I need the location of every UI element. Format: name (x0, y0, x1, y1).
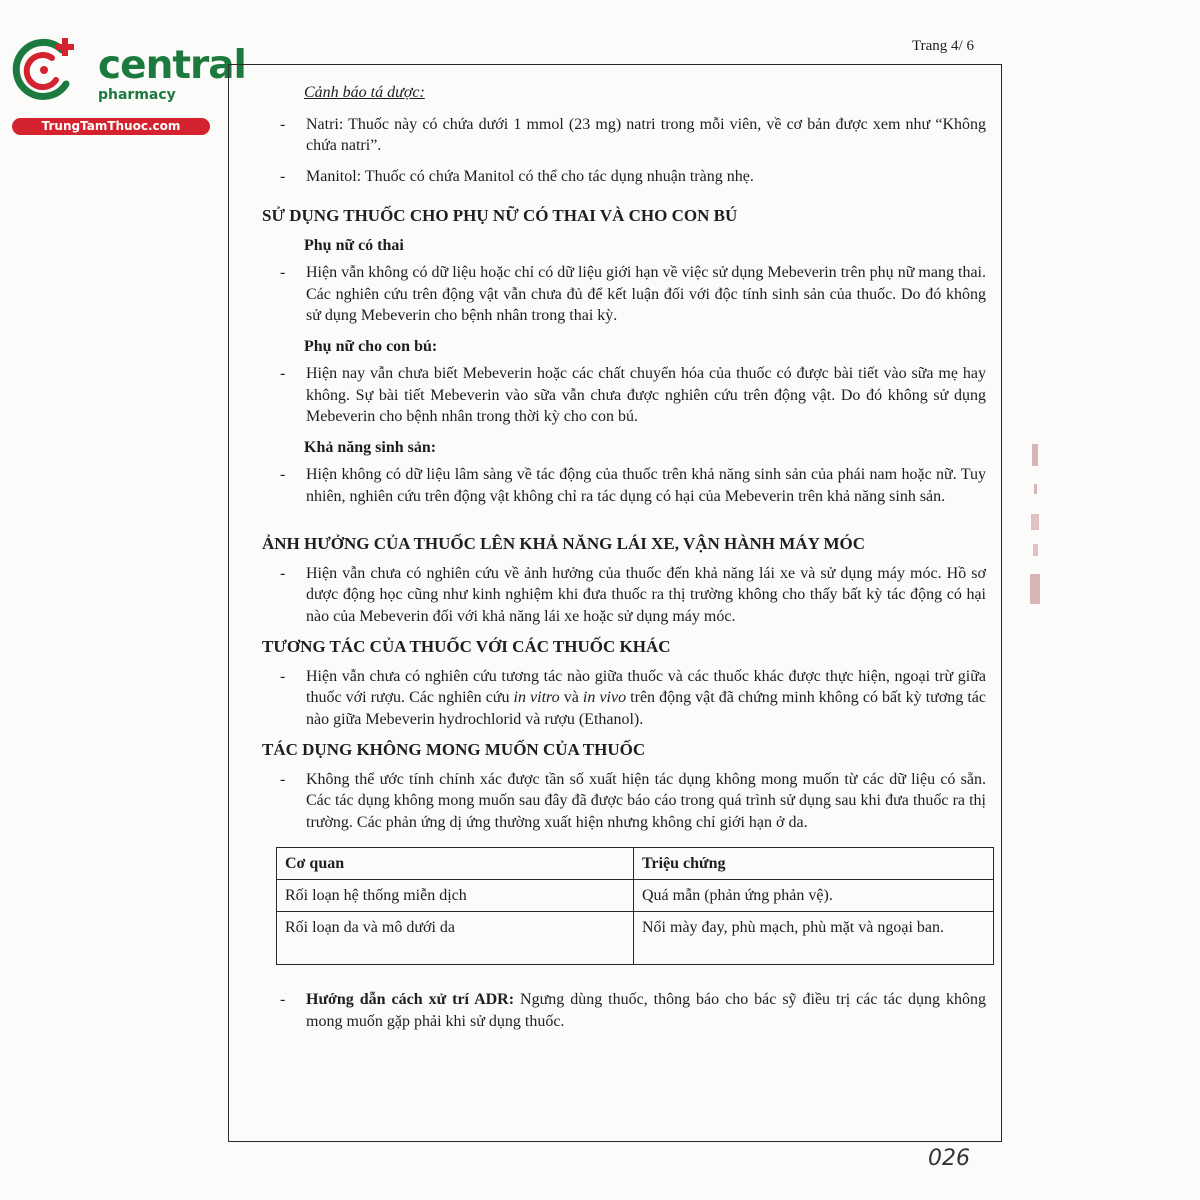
lactation-text: - Hiện nay vẫn chưa biết Mebeverin hoặc các chất chuyển hóa của thuốc có được bài tiết vào sữa mẹ hay không. Sự bài tiết Mebeverin vào sữa vẫn chưa được nghiên cứu trên động vật. Do đó không sử dụng Mebeverin cho bệnh nhân trong thời kỳ cho con bú. (258, 363, 986, 428)
excipient-item-mannitol: - Manitol: Thuốc có chứa Manitol có thể cho tác dụng nhuận tràng nhẹ. (258, 166, 986, 188)
interactions-text-part: trên động vật đã chứng minh không có bất kỳ tương tác nào giữa Mebeverin hydrochlorid và rượu (Ethanol). (306, 689, 986, 728)
table-row (277, 912, 994, 965)
table-cell-organ: Rối loạn da và mô dưới da (277, 912, 634, 965)
table-row (277, 880, 994, 912)
driving-text: - Hiện vẫn chưa có nghiên cứu về ảnh hưởng của thuốc đến khả năng lái xe và sử dụng máy móc. Hồ sơ dược động học cũng như kinh nghiệm khi đưa thuốc ra thị trường không cho thấy bất kỳ tác động có hại nào của Mebeverin đối với khả năng lái xe hoặc sử dụng máy móc. (258, 563, 986, 628)
adverse-effects-text: - Không thể ước tính chính xác được tần số xuất hiện tác dụng không mong muốn từ các dữ liệu có sẵn. Các tác dụng không mong muốn sau đây đã được báo cáo trong quá trình sử dụng sau khi đưa thuốc ra thị trường. Các phản ứng dị ứng thường xuất hiện nhưng không chỉ giới hạn ở da. (258, 769, 986, 834)
page-number: Trang 4/ 6 (912, 38, 974, 54)
adr-management-label: Hướng dẫn cách xử trí ADR: (306, 991, 515, 1008)
table-cell-symptom: Nổi mày đay, phù mạch, phù mặt và ngoại ban. (634, 912, 994, 965)
section-heading-pregnancy: SỬ DỤNG THUỐC CHO PHỤ NỮ CÓ THAI VÀ CHO CON BÚ (262, 206, 738, 225)
section-heading-driving: ẢNH HƯỞNG CỦA THUỐC LÊN KHẢ NĂNG LÁI XE, VẬN HÀNH MÁY MÓC (262, 534, 866, 553)
table-header-organ: Cơ quan (277, 848, 634, 880)
table-header-row (277, 848, 994, 880)
in-vivo-term: in vivo (582, 689, 627, 706)
logo-website-tag: TrungTamThuoc.com (12, 118, 210, 135)
fertility-text: - Hiện không có dữ liệu lâm sàng về tác động của thuốc trên khả năng sinh sản của phái nam hoặc nữ. Tuy nhiên, nghiên cứu trên động vật không chỉ ra tác dụng có hại của Mebeverin trên khả năng sinh sản. (258, 464, 986, 507)
logo-wordmark: central (98, 43, 246, 88)
interactions-text (258, 666, 986, 731)
adr-management-body: Ngưng dùng thuốc, thông báo cho bác sỹ điều trị các tác dụng không mong muốn gặp phải khi sử dụng thuốc. (306, 991, 986, 1030)
section-heading-interactions: TƯƠNG TÁC CỦA THUỐC VỚI CÁC THUỐC KHÁC (262, 637, 671, 656)
pharmacy-logo (10, 36, 246, 136)
subheading-fertility: Khả năng sinh sản: (304, 438, 437, 456)
table-cell-symptom: Quá mẫn (phản ứng phản vệ). (634, 880, 994, 912)
table-cell-organ: Rối loạn hệ thống miễn dịch (277, 880, 634, 912)
pregnant-text: - Hiện vẫn không có dữ liệu hoặc chỉ có dữ liệu giới hạn về việc sử dụng Mebeverin trên phụ nữ mang thai. Các nghiên cứu trên động vật vẫn chưa đủ để kết luận đối với độc tính sinh sản của thuốc. Do đó không sử dụng Mebeverin cho bệnh nhân trong thai kỳ. (258, 262, 986, 327)
logo-subtitle: pharmacy (98, 87, 176, 103)
excipient-warning-title: Cảnh báo tá dược: (304, 84, 425, 101)
subheading-pregnant: Phụ nữ có thai (304, 236, 404, 254)
interactions-text-part: Hiện vẫn chưa có nghiên cứu tương tác nào giữa thuốc và các thuốc khác được thực hiện, ngoại trừ giữa thuốc với rượu. Các nghiên cứu (306, 667, 986, 706)
document-body (258, 82, 986, 1041)
subheading-lactation: Phụ nữ cho con bú: (304, 337, 438, 355)
section-heading-adverse-effects: TÁC DỤNG KHÔNG MONG MUỐN CỦA THUỐC (262, 740, 646, 759)
logo-c-cross-icon (10, 36, 78, 104)
adverse-effects-table (276, 847, 994, 965)
excipient-item-sodium: - Natri: Thuốc này có chứa dưới 1 mmol (23 mg) natri trong mỗi viên, về cơ bản được xem như “Không chứa natri”. (258, 114, 986, 157)
in-vitro-term: in vitro (513, 689, 560, 706)
interactions-text-part: và (559, 689, 583, 706)
margin-stamp-mark (1026, 444, 1046, 614)
handwritten-page-number: 026 (928, 1146, 970, 1171)
adr-management-text (258, 989, 986, 1032)
table-header-symptom: Triệu chứng (634, 848, 994, 880)
